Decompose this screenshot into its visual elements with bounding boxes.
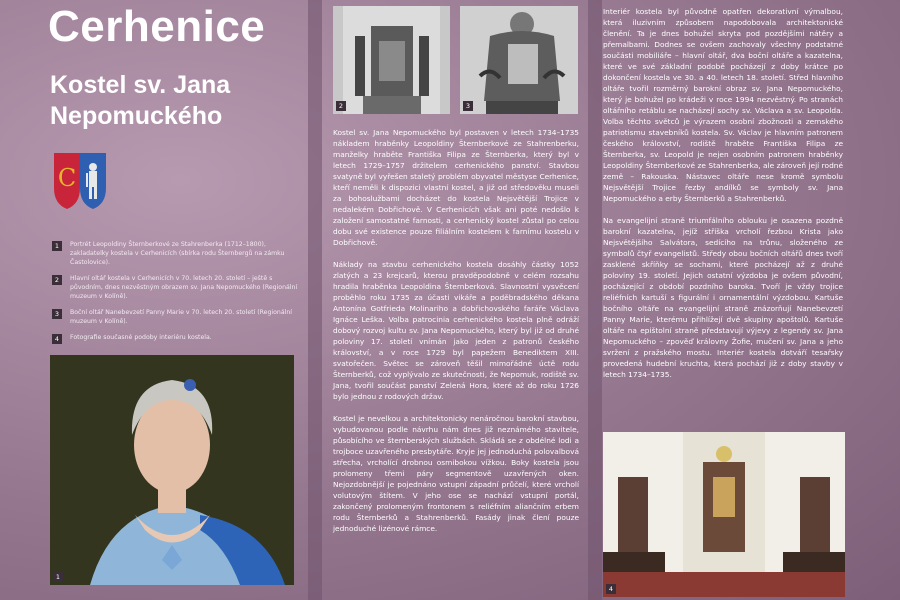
- coat-of-arms-icon: [53, 152, 107, 210]
- photo-number-badge: 4: [606, 584, 616, 594]
- photo-number-badge: 1: [53, 572, 63, 582]
- caption-number: 1: [52, 241, 62, 251]
- altar-illustration: [333, 6, 450, 114]
- right-text: [603, 6, 843, 380]
- middle-column: [315, 0, 595, 600]
- caption-text: Boční oltář Nanebevzetí Panny Marie v 70. letech 20. století (Regionální muzeum v Kolíně).: [70, 309, 292, 325]
- interior-illustration: [603, 432, 845, 597]
- right-column: [595, 0, 900, 600]
- caption-text: Fotografie současné podoby interiéru kostela.: [70, 334, 212, 341]
- photo-number-badge: 3: [463, 101, 473, 111]
- portrait-illustration: [50, 355, 294, 585]
- caption-item: [52, 333, 302, 344]
- caption-number: 3: [52, 309, 62, 319]
- interior-photo: [603, 432, 845, 597]
- town-title: Cerhenice: [48, 2, 266, 51]
- caption-list: [52, 240, 302, 351]
- caption-item: [52, 274, 302, 301]
- middle-text: [333, 127, 579, 534]
- caption-item: [52, 240, 302, 267]
- side-altar-photo: [460, 6, 578, 114]
- side-altar-illustration: [460, 6, 578, 114]
- caption-text: Portrét Leopoldiny Šternberkové ze Stahrenberka (1712–1800), zakladatelky kostela v Cerhenicích (sbírka rodu Šternbergů na zámku Častolovice).: [70, 241, 285, 266]
- paragraph: Interiér kostela byl původně opatřen dekorativní výmalbou, která iluzivním způsobem napodobovala architektonické členění. Ta je dnes bohužel skryta pod pozdějšími nátěry a přemalbami. Dodnes se ovšem zachovaly všechny podstatné součásti mobiliáře – hlavní oltář, dva boční oltáře a kazatelna, které ve své základní podobě pocházejí z doby krátce po dokončení kostela ve 30. a 40. letech 18. století. Střed hlavního oltáře tvořil rozměrný barokní obraz sv. Jana Nepomuckého, který je bohužel po krádeži v roce 1994 nezvěstný. Po stranách oltářního retáblu se nacházejí sochy sv. Václava a sv. Leopolda. Volba těchto světců je výrazem osobní zbožnosti a zemského patriotismu stavebníků kostela. Sv. Václav je hlavním patronem českého království, rodiště hraběte Františka Filipa ze Šternberka, sv. Leopold je nejen osobním patronem hraběnky Leopoldiny Šternberkové ze Stahrenberka, ale zároveň její rodné země – Rakouska. Nástavec oltáře nese kromě symbolu Nejsvětější Trojice řezby andílků se symboly sv. Jana Nepomuckého a erby Šternberků a Stahrenberků.: [603, 7, 843, 203]
- altar-photo: [333, 6, 450, 114]
- left-column: [0, 0, 315, 600]
- svg-text:C: C: [57, 164, 77, 192]
- caption-number: 2: [52, 275, 62, 285]
- paragraph: Náklady na stavbu cerhenického kostela dosáhly částky 1052 zlatých a 23 krejcarů, kterou pravděpodobně v celém rozsahu hradila hraběnka Leopoldina Šternberková. Slavnostní vysvěcení proběhlo roku 1735 za účasti vikáře a poděbradského děkana Antonína Gotfrieda Molinariho a dobřichovského faráře Václava Ignáce Leška. Volba patrocinia cerhenického kostela plně odráží dobový rozvoj kultu sv. Jana Nepomuckého, který byl již od druhé poloviny 17. století vnímán jako jeden z patronů českého království, a v roce 1729 byl papežem Benediktem XIII. svatořečen. Světec se zároveň těšil mimořádné úctě rodu Šternberků, což vyplývalo ze skutečnosti, že Nepomuk, rodiště sv. Jana, tvořil součást panství Zelená Hora, které až do roku 1726 bylo jednou z rodových držav.: [333, 260, 579, 401]
- church-title: Kostel sv. Jana Nepomuckého: [50, 71, 231, 130]
- caption-text: Hlavní oltář kostela v Cerhenicích v 70. letech 20. století – ještě s původním, dnes nezvěstným obrazem sv. Jana Nepomuckého (Regionální muzeum v Kolíně).: [70, 275, 298, 300]
- photo-number-badge: 2: [336, 101, 346, 111]
- caption-item: [52, 308, 302, 326]
- paragraph: Na evangelijní straně triumfálního oblouku je osazena pozdně barokní kazatelna, jejíž stříška vrcholí řezbou Krista jako Nejsvětějšího Salvátora, sedícího na trůnu, složeného ze symbolů čtyř evangelistů. Středy obou bočních oltářů dnes tvoří zasklené skříňky se sochami, které pocházejí až z druhé poloviny 19. století. Jejich ostatní výzdoba je ovšem původní, pocházející z období pozdního baroka. Tvoří je vždy trojice reliéfních kartuší s figurální i ornamentální výzdobou. Kartuše bočního oltáře na evangelijní straně znázorňují Nanebevzetí Panny Marie, kterému přihlížejí dvě skupiny apoštolů. Kartuše oltáře na epištolní straně představují výjevy z legendy sv. Jana Nepomuckého – zpověď královny Žofie, mučení sv. Jana a jeho svržení z pražského mostu. Interiér kostela dotváří tesařsky provedená hudební kruchta, která pochází již z doby stavby v letech 1734–1735.: [603, 216, 843, 379]
- paragraph: Kostel sv. Jana Nepomuckého byl postaven v letech 1734–1735 nákladem hraběnky Leopoldiny Šternberkové ze Stahrenberku, manželky hraběte Františka Filipa ze Šternberka, který byl v letech 1729–1757 držitelem cerhenického panství. Stavbou svatyně byl vyřešen staletý problém obyvatel městyse Cerhenice, kteří neměli k dispozici vlastní kostel, a již od středověku museli za bohoslužbami docházet do kostela Nejsvětější Trojice v nedalekém Dobřichově. V Cerhenicích však ani poté nedošlo k založení samostatné farnosti, a cerhenický kostel zůstal po celou dobu své existence pouze filiálním kostelem k farnímu kostelu v Dobřichově.: [333, 128, 579, 247]
- paragraph: Kostel je nevelkou a architektonicky nenáročnou barokní stavbou, vybudovanou podle návrhu nám dnes již neznámého stavitele, působícího ve šternberských službách. Skládá se z obdélné lodi a trojboce uzavřeného presbytáře. Kryje jej jednoduchá polovalbová střecha, vrcholící drobnou osmibokou vížkou. Boky kostela jsou prolomeny třemi páry segmentově uzavřených oken. Nejozdobnější je pojednáno vstupní západní průčelí, které vrcholí volutovým štítem. V jeho ose se nachází vstupní portál, zakončený prolomeným frontonem s reliéfním aliančním erbem rodu Šternberků a Stahrenberků. Fasády jinak člení pouze jednoduché lizénové rámce.: [333, 414, 579, 533]
- portrait-photo: [50, 355, 294, 585]
- caption-number: 4: [52, 334, 62, 344]
